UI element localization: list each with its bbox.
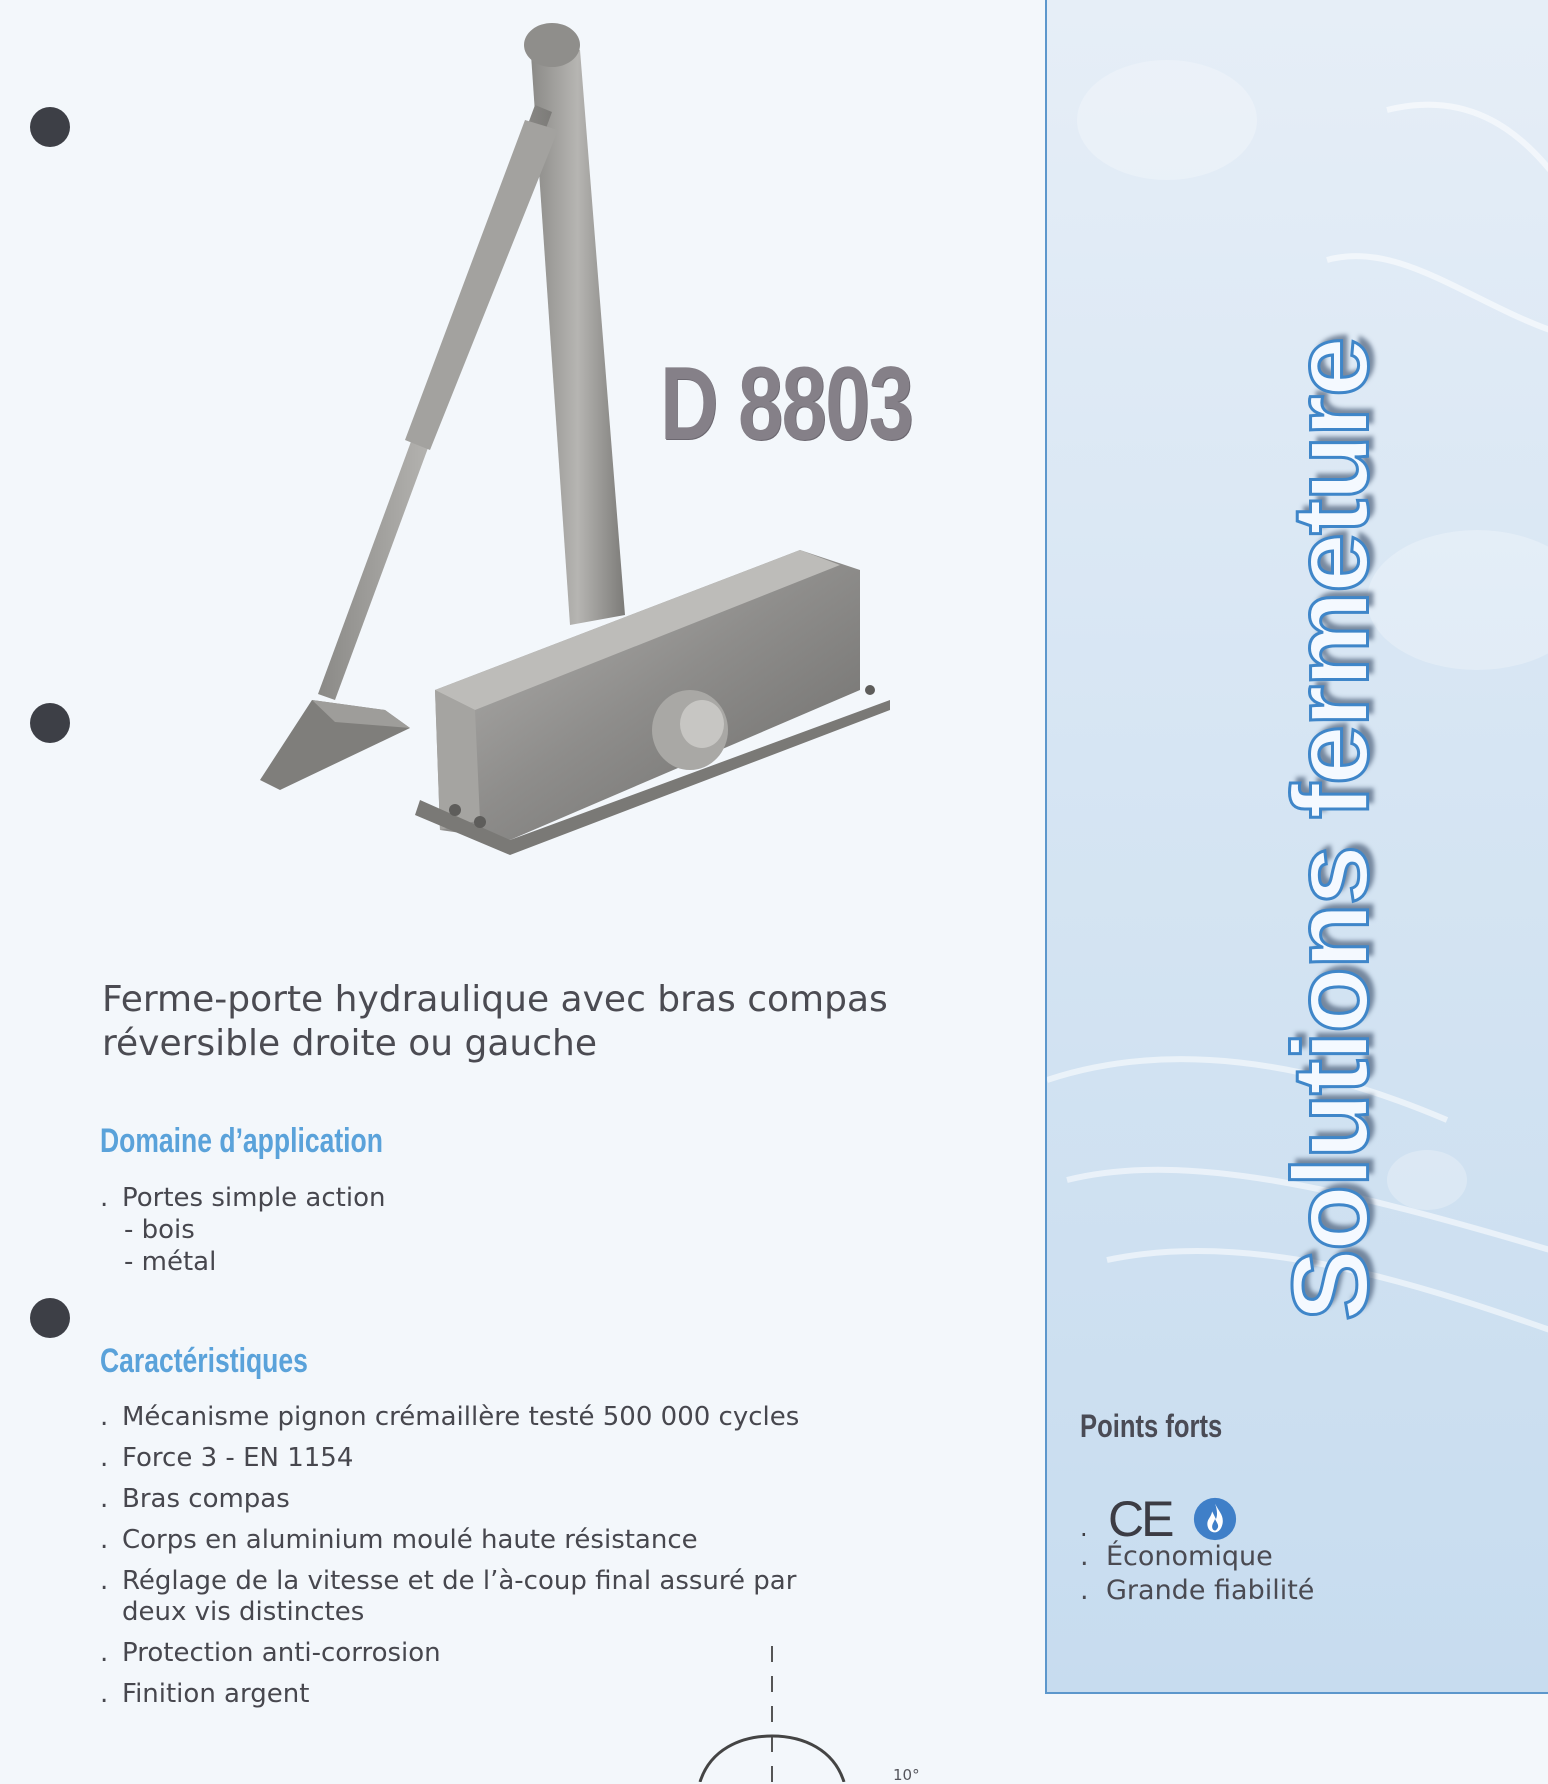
points-forts-heading: Points forts bbox=[1080, 1408, 1223, 1444]
application-sub-item: - métal bbox=[124, 1247, 217, 1277]
list-item bbox=[100, 1182, 385, 1214]
bullet: . bbox=[100, 1638, 109, 1668]
point-item: Économique bbox=[1106, 1541, 1273, 1572]
bullet: . bbox=[100, 1679, 109, 1709]
points-forts-list bbox=[1080, 1540, 1314, 1608]
bullet: . bbox=[100, 1566, 109, 1596]
list-item bbox=[100, 1484, 799, 1515]
application-item: Portes simple action bbox=[122, 1183, 386, 1213]
bullet: . bbox=[100, 1183, 109, 1213]
product-subtitle bbox=[102, 978, 888, 1066]
bullet: . bbox=[1080, 1514, 1088, 1542]
list-item bbox=[100, 1246, 385, 1278]
binder-hole-top bbox=[30, 107, 70, 147]
flame-certification-icon bbox=[1192, 1496, 1238, 1542]
bullet: . bbox=[1080, 1575, 1089, 1606]
list-item bbox=[1080, 1540, 1314, 1574]
bullet: . bbox=[100, 1402, 109, 1432]
application-heading: Domaine d’application bbox=[100, 1122, 383, 1160]
characteristic-item: Force 3 - EN 1154 bbox=[122, 1443, 354, 1473]
bullet: . bbox=[100, 1525, 109, 1555]
characteristic-item: Réglage de la vitesse et de l’à-coup final assuré par bbox=[122, 1566, 797, 1596]
binder-hole-bottom bbox=[30, 1298, 70, 1338]
characteristic-item: Mécanisme pignon crémaillère testé 500 000 cycles bbox=[122, 1402, 800, 1432]
subtitle-line-2: réversible droite ou gauche bbox=[102, 1023, 597, 1064]
characteristic-item: Bras compas bbox=[122, 1484, 290, 1514]
characteristics-heading: Caractéristiques bbox=[100, 1342, 308, 1380]
point-item: Grande fiabilité bbox=[1106, 1575, 1315, 1606]
characteristic-item-continued: deux vis distinctes bbox=[122, 1597, 365, 1627]
bullet: . bbox=[100, 1484, 109, 1514]
characteristic-item: Corps en aluminium moulé haute résistance bbox=[122, 1525, 698, 1555]
subtitle-line-1: Ferme-porte hydraulique avec bras compas bbox=[102, 979, 888, 1020]
bullet: . bbox=[1080, 1541, 1089, 1572]
model-code: D 8803 bbox=[660, 346, 913, 462]
list-item bbox=[100, 1443, 799, 1474]
application-list bbox=[100, 1182, 385, 1278]
characteristic-item: Protection anti-corrosion bbox=[122, 1638, 441, 1668]
list-item bbox=[100, 1525, 799, 1556]
door-angle-diagram bbox=[680, 1640, 980, 1782]
application-sub-item: - bois bbox=[124, 1215, 195, 1245]
list-item bbox=[100, 1214, 385, 1246]
list-item bbox=[100, 1566, 799, 1628]
binder-hole-middle bbox=[30, 703, 70, 743]
list-item bbox=[100, 1402, 799, 1433]
angle-label: 10° bbox=[893, 1766, 920, 1784]
list-item bbox=[1080, 1574, 1314, 1608]
ce-mark-icon: CE bbox=[1108, 1491, 1172, 1547]
characteristic-item: Finition argent bbox=[122, 1679, 310, 1709]
side-vertical-title: Solutions fermeture bbox=[1269, 338, 1391, 1322]
bullet: . bbox=[100, 1443, 109, 1473]
